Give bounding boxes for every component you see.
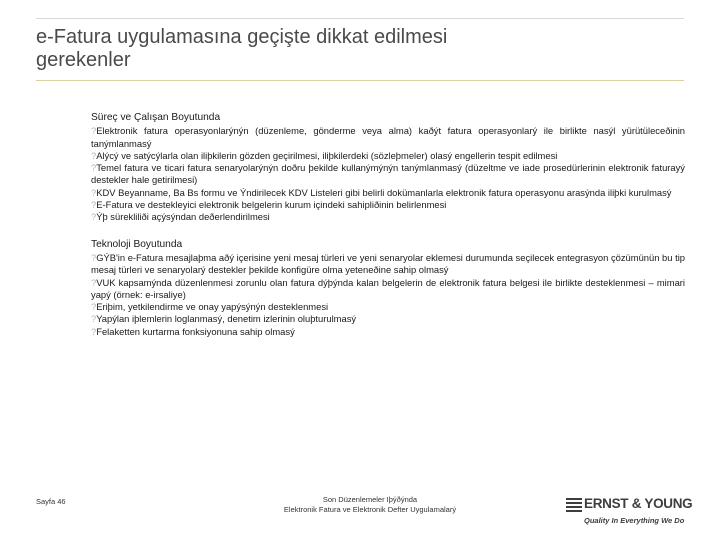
section-process-and-staff: [91, 112, 685, 224]
section-heading: Teknoloji Boyutunda: [91, 238, 183, 250]
bullet-marker: ?: [91, 325, 97, 337]
footer-caption-line-2: Elektronik Fatura ve Elektronik Defter Uygulamalarý: [283, 504, 457, 514]
bullet-item: ?KDV Beyanname, Ba Bs formu ve Ýndirilecek KDV Listeleri gibi belirli dokümanlarla elektronik fatura operasyonu arasýnda iliþki kurulmasý: [91, 186, 672, 198]
logo-name: ERNST & YOUNG: [584, 496, 693, 511]
section-technology: [91, 239, 685, 338]
page-number: Sayfa 46: [36, 497, 66, 506]
title-underline: [36, 80, 684, 81]
top-divider: [36, 18, 684, 19]
slide-title-line-2: gerekenler: [36, 49, 131, 71]
bullet-item: ?Temel fatura ve ticari fatura senaryolarýnýn doðru þekilde kullanýmýnýn tanýmlanmasý (düzeltme ve iade prosedürlerinin elektronik faturayý destekler hale getirilmesi): [91, 162, 685, 186]
ey-logo-mark-icon: [566, 498, 582, 512]
bullet-item: ?Ýþ sürekliliði açýsýndan deðerlendirilmesi: [91, 211, 270, 223]
footer-caption-line-1: Son Düzenlemeler Iþýðýnda: [322, 495, 418, 504]
bullet-item: ?Elektronik fatura operasyonlarýnýn (düzenleme, gönderme veya alma) kaðýt fatura operasyonlarý ile birlikte nasýl yürütüleceðinin tanýmlanmasý: [91, 125, 685, 149]
bullet-marker: ?: [91, 251, 97, 263]
bullet-marker: ?: [91, 186, 97, 198]
bullet-item: ?GÝB'in e-Fatura mesajlaþma aðý içerisine yeni mesaj türleri ve yeni senaryolar eklemesi durumunda seçilecek entegrasyon çözümünün bu tip mesaj türleri ve senaryolarý destekler þekilde konfigüre olma yeteneðine sahip olmasý: [91, 251, 685, 276]
bullet-marker: ?: [91, 125, 97, 137]
bullet-marker: ?: [91, 301, 97, 313]
bullet-marker: ?: [91, 149, 97, 161]
footer-caption: [230, 495, 510, 514]
bullet-item: ?E-Fatura ve destekleyici elektronik belgelerin kurum içindeki sahipliðinin belirlenmesi: [91, 199, 447, 211]
bullet-item: ?Alýcý ve satýcýlarla olan iliþkilerin gözden geçirilmesi, iliþkilerdeki (sözleþmeler) olasý engellerin tespit edilmesi: [91, 149, 558, 161]
bullet-item: ?Yapýlan iþlemlerin loglanmasý, denetim izlerinin oluþturulmasý: [91, 313, 357, 325]
bullet-marker: ?: [91, 211, 97, 223]
bullet-marker: ?: [91, 199, 97, 211]
logo-tagline: Quality In Everything We Do: [584, 516, 685, 525]
bullet-marker: ?: [91, 276, 97, 288]
bullet-item: ?Felaketten kurtarma fonksiyonuna sahip olmasý: [91, 325, 295, 337]
slide-title: [36, 26, 676, 72]
bullet-marker: ?: [91, 313, 97, 325]
ernst-young-logo: [566, 496, 693, 532]
bullet-item: ?VUK kapsamýnda düzenlenmesi zorunlu olan fatura dýþýnda kalan belgelerin de elektronik fatura belgesi ile birlikte desteklenmesi – mimari yapý (örnek: e-irsaliye): [91, 276, 685, 300]
slide-title-line-1: e-Fatura uygulamasına geçişte dikkat edilmesi: [36, 26, 448, 48]
bullet-item: ?Eriþim, yetkilendirme ve onay yapýsýnýn desteklenmesi: [91, 301, 329, 313]
section-heading: Süreç ve Çalışan Boyutunda: [91, 112, 221, 123]
bullet-marker: ?: [91, 162, 97, 174]
slide-body: [91, 112, 685, 338]
